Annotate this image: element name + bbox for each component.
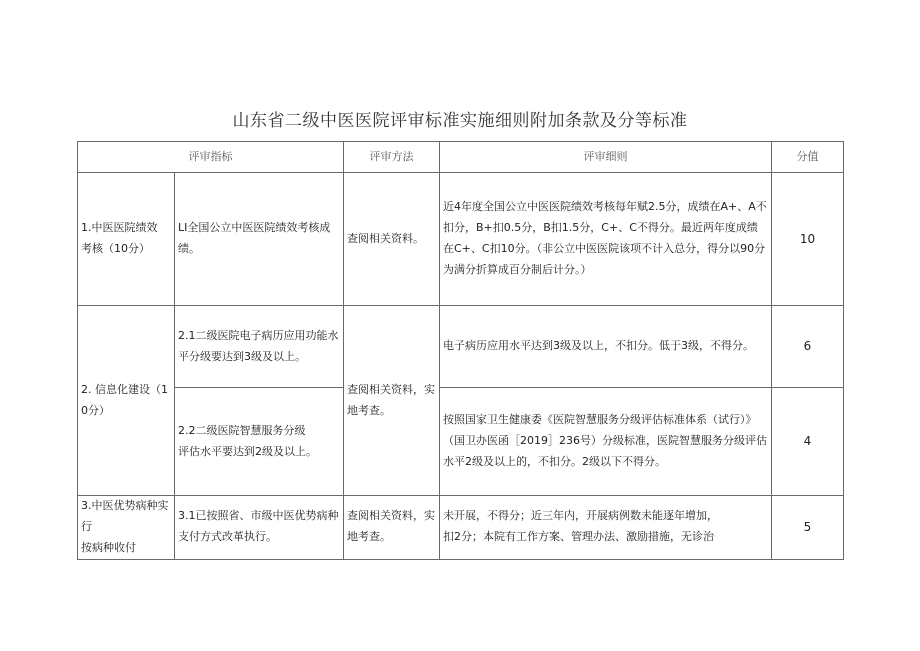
method-cell: 查阅相关资料。 [344, 173, 440, 306]
score-cell: 4 [772, 388, 844, 496]
sub-indicator-cell: 2.2二级医院智慧服务分级 评估水平要达到2级及以上。 [175, 388, 344, 496]
sub-indicator-cell: LI全国公立中医医院绩效考核成 绩。 [175, 173, 344, 306]
indicator-cell: 3.中医优势病种实行 按病种收付 [78, 496, 175, 560]
table-header-row [78, 142, 844, 173]
header-score: 分值 [772, 142, 844, 173]
detail-cell: 近4年度全国公立中医医院绩效考核每年赋2.5分，成绩在A+、A不扣分，B+扣0.5分，B扣1.5分，C+、C不得分。最近两年度成绩在C+、C扣10分。（非公立中医医院该项不计入总分，得分以90分为满分折算成百分制后计分。） [440, 173, 772, 306]
table-row [78, 496, 844, 560]
header-method: 评审方法 [344, 142, 440, 173]
table-row [78, 388, 844, 496]
detail-cell: 未开展，不得分；近三年内，开展病例数未能逐年增加， 扣2分；本院有工作方案、管理办法、激励措施，无诊治 [440, 496, 772, 560]
method-cell: 查阅相关资料，实 地考查。 [344, 306, 440, 496]
standards-table [77, 141, 844, 560]
score-cell: 5 [772, 496, 844, 560]
indicator-cell: 2. 信息化建设（1 0分） [78, 306, 175, 496]
sub-indicator-cell: 2.1二级医院电子病历应用功能水 平分级要达到3级及以上。 [175, 306, 344, 388]
table-row [78, 173, 844, 306]
page-title: 山东省二级中医医院评审标准实施细则附加条款及分等标准 [232, 111, 688, 131]
detail-cell: 电子病历应用水平达到3级及以上，不扣分。低于3级，不得分。 [440, 306, 772, 388]
detail-cell: 按照国家卫生健康委《医院智慧服务分级评估标准体系（试行）》（国卫办医函［2019］236号）分级标准，医院智慧服务分级评估水平2级及以上的，不扣分。2级以下不得分。 [440, 388, 772, 496]
score-cell: 10 [772, 173, 844, 306]
header-detail: 评审细则 [440, 142, 772, 173]
sub-indicator-cell: 3.1已按照省、市级中医优势病种 支付方式改革执行。 [175, 496, 344, 560]
score-cell: 6 [772, 306, 844, 388]
indicator-cell: 1.中医医院绩效 考核（10分） [78, 173, 175, 306]
method-cell: 查阅相关资料，实 地考查。 [344, 496, 440, 560]
table-row [78, 306, 844, 388]
header-indicator: 评审指标 [78, 142, 344, 173]
